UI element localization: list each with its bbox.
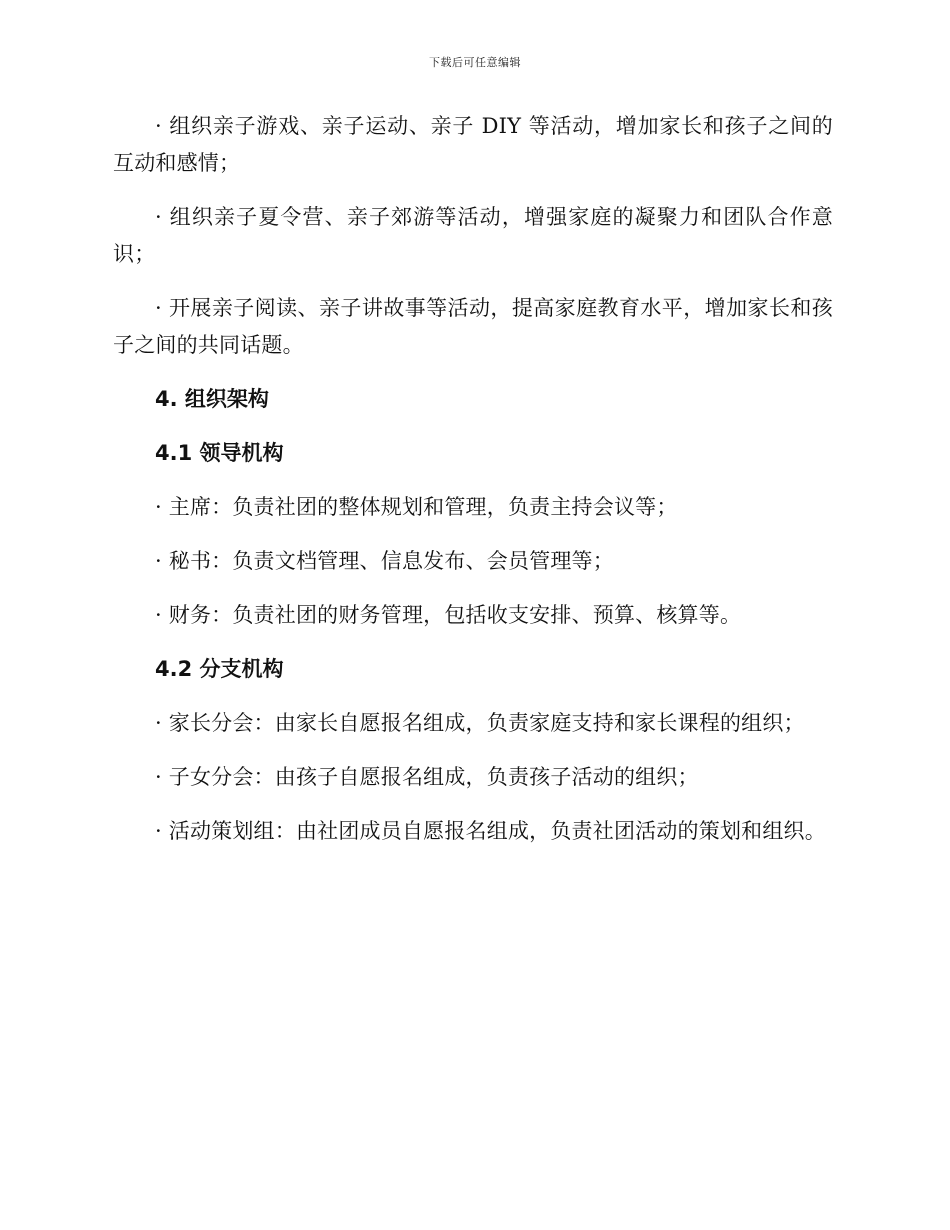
page-header: 下载后可任意编辑	[429, 56, 521, 69]
bullet-paragraph: · 财务：负责社团的财务管理，包括收支安排、预算、核算等。	[155, 603, 742, 627]
bullet-paragraph: · 秘书：负责文档管理、信息发布、会员管理等；	[155, 549, 614, 573]
bullet-paragraph: · 子女分会：由孩子自愿报名组成，负责孩子活动的组织；	[155, 765, 699, 789]
bullet-paragraph: · 家长分会：由家长自愿报名组成，负责家庭支持和家长课程的组织；	[155, 711, 805, 735]
bullet-paragraph: · 主席：负责社团的整体规划和管理，负责主持会议等；	[155, 495, 678, 519]
bullet-paragraph: · 开展亲子阅读、亲子讲故事等活动，提高家庭教育水平，增加家长和孩子之间的共同话题。	[113, 296, 833, 357]
subsection-heading: 4.1 领导机构	[155, 441, 284, 465]
document-body	[113, 108, 833, 867]
bullet-paragraph: · 组织亲子夏令营、亲子郊游等活动，增强家庭的凝聚力和团队合作意识；	[113, 205, 833, 266]
bullet-paragraph: · 组织亲子游戏、亲子运动、亲子 DIY 等活动，增加家长和孩子之间的互动和感情；	[113, 114, 833, 175]
subsection-heading: 4.2 分支机构	[155, 657, 284, 681]
bullet-paragraph: · 活动策划组：由社团成员自愿报名组成，负责社团活动的策划和组织。	[155, 819, 826, 843]
section-heading: 4. 组织架构	[155, 387, 269, 411]
